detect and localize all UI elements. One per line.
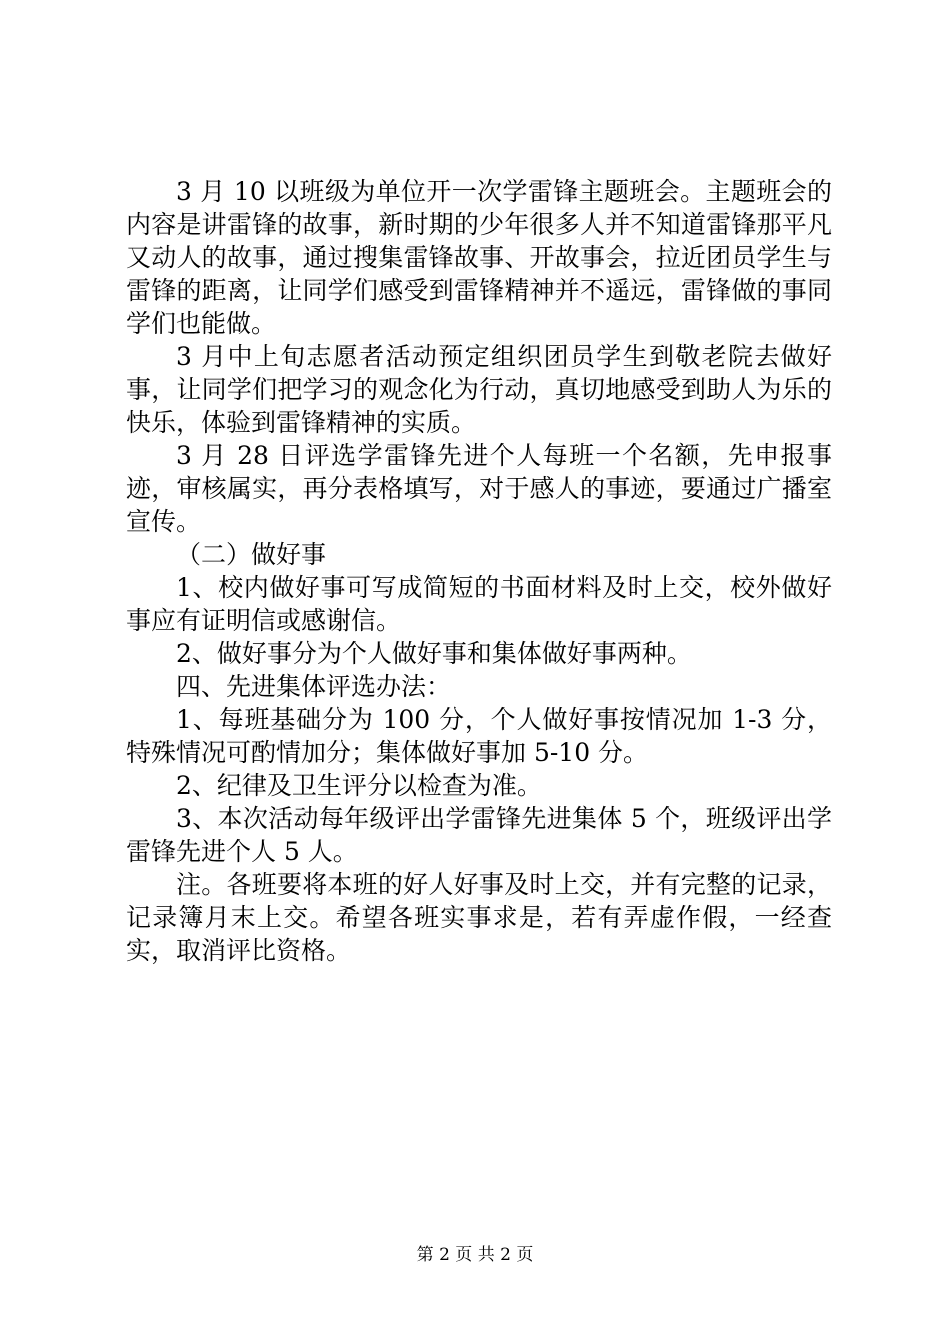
section-heading-evaluation: 四、先进集体评选办法： [176, 672, 452, 701]
paragraph-good-deeds-2: 2、做好事分为个人做好事和集体做好事两种。 [176, 639, 692, 668]
paragraph-evaluation-2: 2、纪律及卫生评分以检查为准。 [176, 771, 542, 800]
paragraph-note: 注。各班要将本班的好人好事及时上交，并有完整的记录，记录簿月末上交。希望各班实事求是，若有弄虚作假，一经查实，取消评比资格。 [126, 870, 832, 965]
paragraph-good-deeds-1: 1、校内做好事可写成简短的书面材料及时上交，校外做好事应有证明信或感谢信。 [126, 573, 832, 635]
page-footer: 第 2 页 共 2 页 [416, 1245, 534, 1265]
paragraph-selection: 3 月 28 日评选学雷锋先进个人每班一个名额，先申报事迹，审核属实，再分表格填写，对于感人的事迹，要通过广播室宣传。 [126, 441, 832, 536]
section-heading-good-deeds: （二）做好事 [176, 540, 327, 569]
document-body [126, 175, 832, 967]
paragraph-evaluation-1: 1、每班基础分为 100 分，个人做好事按情况加 1-3 分，特殊情况可酌情加分；集体做好事加 5-10 分。 [126, 705, 832, 767]
paragraph-evaluation-3: 3、本次活动每年级评出学雷锋先进集体 5 个，班级评出学雷锋先进个人 5 人。 [126, 804, 832, 866]
paragraph-volunteer-activity: 3 月中上旬志愿者活动预定组织团员学生到敬老院去做好事，让同学们把学习的观念化为行动，真切地感受到助人为乐的快乐，体验到雷锋精神的实质。 [126, 342, 832, 437]
paragraph-class-meeting: 3 月 10 以班级为单位开一次学雷锋主题班会。主题班会的内容是讲雷锋的故事，新时期的少年很多人并不知道雷锋那平凡又动人的故事，通过搜集雷锋故事、开故事会，拉近团员学生与雷锋的距离，让同学们感受到雷锋精神并不遥远，雷锋做的事同学们也能做。 [126, 177, 832, 338]
